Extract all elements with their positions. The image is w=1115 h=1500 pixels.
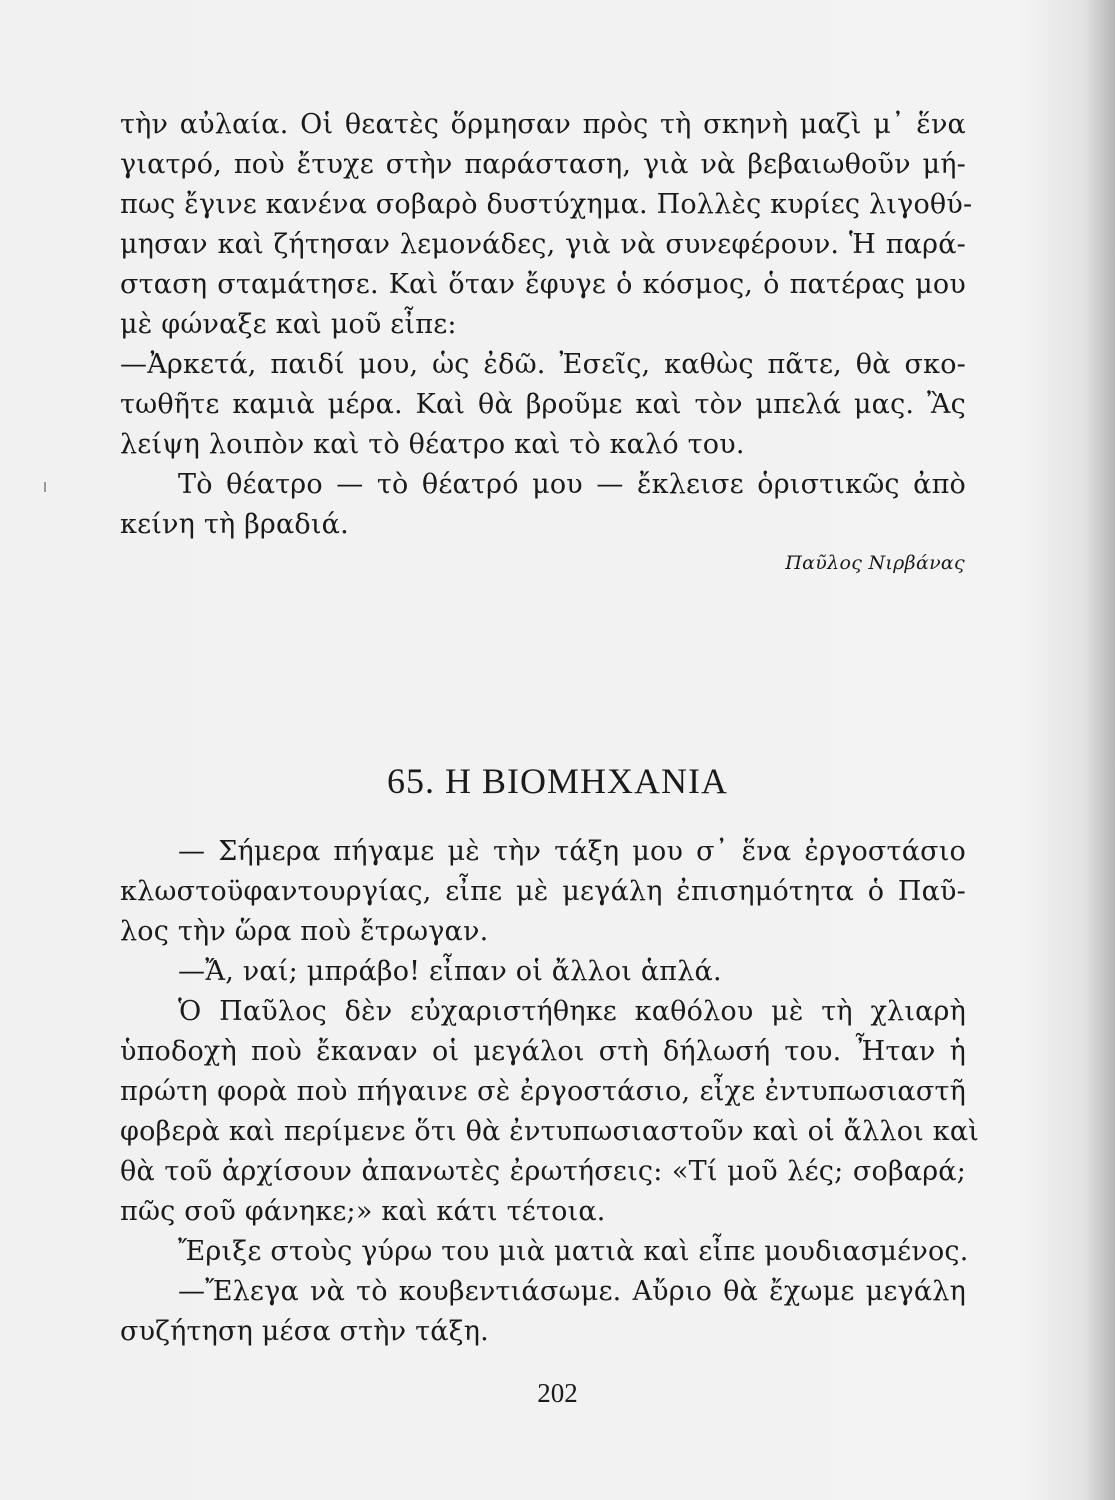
text-line: τωθῆτε καμιὰ μέρα. Καὶ θὰ βροῦμε καὶ τὸν μπελά μας. Ἂς <box>120 389 966 420</box>
text-line: φοβερὰ καὶ περίμενε ὅτι θὰ ἐντυπωσιαστοῦν καὶ οἱ ἄλλοι καὶ <box>120 1116 980 1147</box>
text-line: λος τὴν ὥρα ποὺ ἔτρωγαν. <box>120 916 489 947</box>
text-line: Τὸ θέατρο — τὸ θέατρό μου — ἔκλεισε ὁριστικῶς ἀπὸ <box>178 469 966 500</box>
margin-speck <box>44 482 46 492</box>
text-line: —Ἄ, ναί; μπράβο! εἶπαν οἱ ἄλλοι ἁπλά. <box>178 956 722 987</box>
text-line: θὰ τοῦ ἀρχίσουν ἀπανωτὲς ἐρωτήσεις: «Τί μοῦ λές; σοβαρά; <box>120 1156 966 1187</box>
text-line: Ἔριξε στοὺς γύρω του μιὰ ματιὰ καὶ εἶπε μουδιασμένος. <box>178 1236 969 1267</box>
page-number: 202 <box>537 1378 578 1408</box>
text-line: συζήτηση μέσα στὴν τάξη. <box>120 1316 489 1347</box>
chapter-heading: 65. Η ΒΙΟΜΗΧΑΝΙΑ <box>387 761 728 801</box>
text-line: λείψη λοιπὸν καὶ τὸ θέατρο καὶ τὸ καλό του. <box>120 429 745 460</box>
text-line: πως ἔγινε κανένα σοβαρὸ δυστύχημα. Πολλὲς κυρίες λιγοθύ- <box>120 189 973 220</box>
text-line: ὑποδοχὴ ποὺ ἔκαναν οἱ μεγάλοι στὴ δήλωσή του. Ἦταν ἡ <box>120 1036 966 1067</box>
bottom-passage <box>120 832 980 1352</box>
text-line: μησαν καὶ ζήτησαν λεμονάδες, γιὰ νὰ συνεφέρουν. Ἡ παρά- <box>120 229 966 260</box>
author-signature: Παῦλος Νιρβάνας <box>785 552 965 574</box>
text-line: γιατρό, ποὺ ἔτυχε στὴν παράσταση, γιὰ νὰ βεβαιωθοῦν μή- <box>120 149 966 180</box>
text-line: —Ἀρκετά, παιδί μου, ὡς ἐδῶ. Ἐσεῖς, καθὼς πᾶτε, θὰ σκο- <box>120 349 966 380</box>
top-passage <box>120 105 973 545</box>
page-edge-shadow <box>1085 0 1115 1500</box>
text-line: σταση σταμάτησε. Καὶ ὅταν ἔφυγε ὁ κόσμος, ὁ πατέρας μου <box>120 269 966 300</box>
text-line: τὴν αὐλαία. Οἱ θεατὲς ὅρμησαν πρὸς τὴ σκηνὴ μαζὶ μ᾿ ἕνα <box>120 109 966 140</box>
text-line: κείνη τὴ βραδιά. <box>120 509 349 540</box>
text-line: μὲ φώναξε καὶ μοῦ εἶπε: <box>120 309 457 340</box>
text-line: κλωστοϋφαντουργίας, εἶπε μὲ μεγάλη ἐπισημότητα ὁ Παῦ- <box>120 876 966 907</box>
text-line: —Ἔλεγα νὰ τὸ κουβεντιάσωμε. Αὔριο θὰ ἔχωμε μεγάλη <box>178 1276 966 1307</box>
text-line: Ὁ Παῦλος δὲν εὐχαριστήθηκε καθόλου μὲ τὴ χλιαρὴ <box>178 996 966 1027</box>
text-line: — Σήμερα πήγαμε μὲ τὴν τάξη μου σ᾿ ἕνα ἐργοστάσιο <box>178 836 966 867</box>
text-line: πρώτη φορὰ ποὺ πήγαινε σὲ ἐργοστάσιο, εἶχε ἐντυπωσιαστῆ <box>120 1076 966 1107</box>
text-line: πῶς σοῦ φάνηκε;» καὶ κάτι τέτοια. <box>120 1196 606 1227</box>
